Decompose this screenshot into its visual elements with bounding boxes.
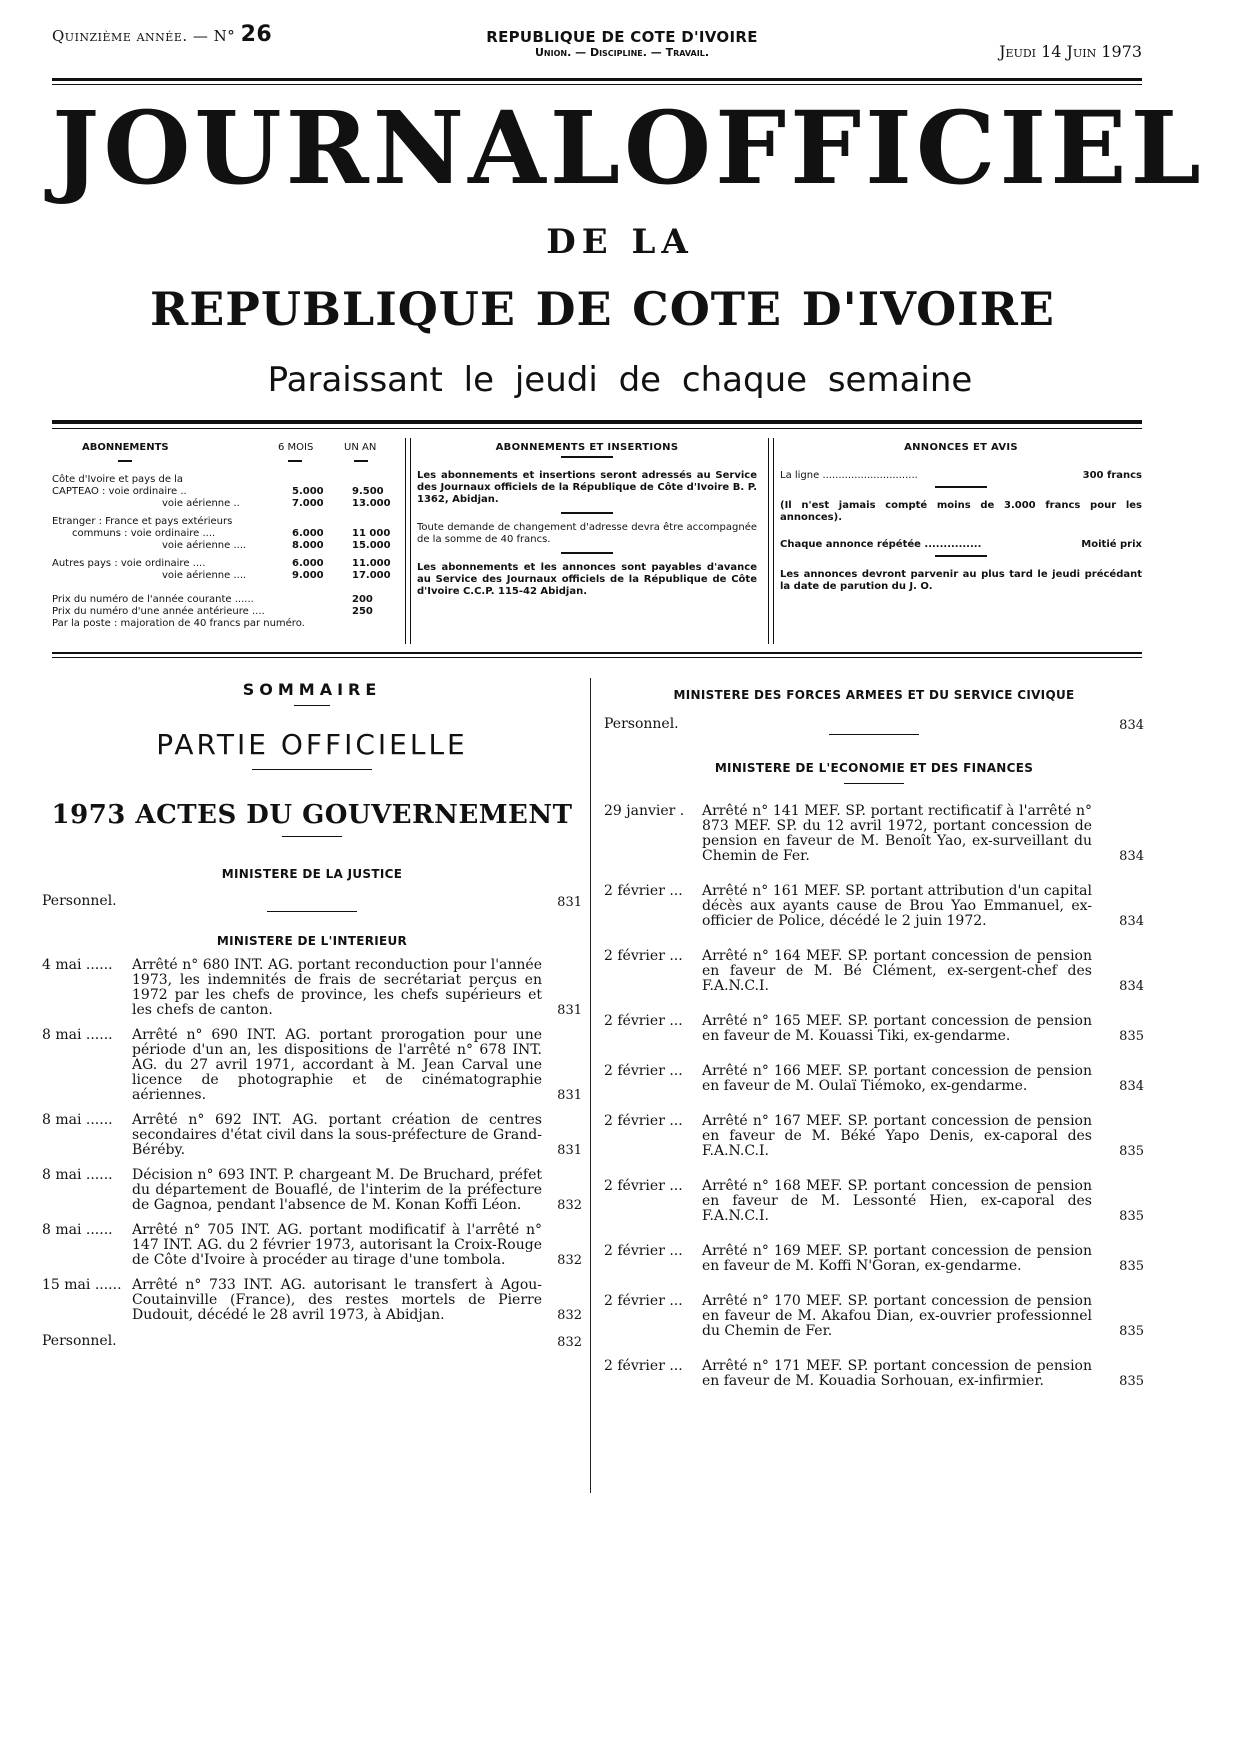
col-6mois: 6 MOIS	[278, 442, 314, 453]
top-line	[52, 18, 1142, 78]
subscription-box	[52, 438, 1142, 648]
masthead-de-la: DE LA	[546, 222, 694, 262]
insertions-title: ABONNEMENTS ET INSERTIONS	[495, 442, 679, 453]
rate-row: voie aérienne .... 8.000 15.000	[162, 540, 391, 551]
insertions-p1: Les abonnements et insertions seront adressés au Service des Journaux officiels de la République de Côte d'Ivoire B. P. 1362, Abidjan.	[417, 470, 757, 505]
actes-gouvernement: 1973 ACTES DU GOUVERNEMENT	[51, 800, 573, 830]
rate-row: voie aérienne .. 7.000 13.000	[162, 498, 391, 509]
rate-row: Autres pays : voie ordinaire .... 6.000 11.000	[52, 558, 391, 569]
abonnements-column	[52, 438, 397, 648]
economie-entry: 2 février ... Arrêté n° 167 MEF. SP. portant concession de pension en faveur de M. Béké Yapo Denis, ex-caporal des F.A.N.C.I. 835	[604, 1113, 1144, 1159]
issue-date: Jeudi 14 Juin 1973	[999, 42, 1142, 61]
short-bar	[935, 486, 987, 488]
short-bar	[252, 769, 372, 770]
annonces-column	[780, 438, 1142, 648]
ministry-justice-head: MINISTERE DE LA JUSTICE	[221, 867, 403, 881]
economie-entry: 2 février ... Arrêté n° 171 MEF. SP. portant concession de pension en faveur de M. Kouadia Sorhouan, ex-infirmier. 835	[604, 1358, 1144, 1389]
masthead-republic	[150, 282, 1055, 336]
box-rule-top	[52, 420, 1142, 424]
sommaire-right-column	[604, 680, 1144, 1389]
economie-entry: 2 février ... Arrêté n° 165 MEF. SP. portant concession de pension en faveur de M. Kouassi Tiki, ex-gendarme. 835	[604, 1013, 1144, 1044]
masthead-word-officiel: OFFICIEL	[624, 89, 1205, 207]
box-rule-top-thin	[52, 428, 1142, 429]
interieur-entry: 15 mai ...... Arrêté n° 733 INT. AG. autorisant le transfert à Agou-Coutainville (France), des restes mortels de Pierre Dudouit, décédé le 28 avril 1973, à Abidjan. 832	[42, 1277, 582, 1323]
rate-row: communs : voie ordinaire .... 6.000 11 000	[72, 528, 391, 539]
dash	[354, 460, 368, 462]
sommaire-title: SOMMAIRE	[242, 680, 382, 699]
top-rule-thin	[52, 84, 1142, 85]
interieur-entry: 8 mai ...... Arrêté n° 705 INT. AG. portant modificatif à l'arrêté n° 147 INT. AG. du 2 février 1973, autorisant la Croix-Rouge de Côte d'Ivoire à procéder au tirage d'une tombola. 832	[42, 1222, 582, 1268]
rate-row: voie aérienne .... 9.000 17.000	[162, 570, 391, 581]
ministry-economie-head: MINISTERE DE L'ECONOMIE ET DES FINANCES	[714, 761, 1034, 775]
issue-label: Quinzième année. — N°	[52, 27, 236, 45]
price-row: Prix du numéro d'une année antérieure .... 250	[52, 606, 373, 617]
country-top: REPUBLIQUE DE COTE D'IVOIRE	[486, 28, 758, 46]
rate-row: Côte d'Ivoire et pays de la	[52, 474, 184, 485]
motto: Union. — Discipline. — Travail.	[535, 46, 709, 59]
issue-info	[52, 22, 272, 47]
economie-entry: 2 février ... Arrêté n° 169 MEF. SP. portant concession de pension en faveur de M. Koffi N'Goran, ex-gendarme. 835	[604, 1243, 1144, 1274]
insertions-column	[417, 438, 757, 648]
masthead-word-journal: JOURNAL	[52, 89, 625, 207]
short-bar	[294, 705, 330, 706]
interieur-entry: 8 mai ...... Décision n° 693 INT. P. chargeant M. De Bruchard, préfet du département de Bouaflé, de l'interim de la préfecture de Gagnoa, pendant l'absence de M. Konan Koffi Léon. 832	[42, 1167, 582, 1213]
country-block	[472, 28, 772, 59]
rep-word-1: REPUBLIQUE	[150, 282, 516, 336]
economie-entry: 29 janvier . Arrêté n° 141 MEF. SP. portant rectificatif à l'arrêté n° 873 MEF. SP. du 12 avril 1972, portant concession de pension en faveur de M. Benoît Yao, ex-surveillant du Chemin de Fer. 834	[604, 803, 1144, 864]
ministry-interieur-head: MINISTERE DE L'INTERIEUR	[216, 934, 408, 948]
column-divider	[590, 678, 591, 1493]
short-bar	[844, 783, 904, 784]
economie-entry: 2 février ... Arrêté n° 161 MEF. SP. portant attribution d'un capital décès aux ayants cause de Brou Yao Emmanuel, ex-officier de Police, décédé le 2 juin 1972. 834	[604, 883, 1144, 929]
header-dashes	[52, 456, 397, 468]
sommaire-left-column	[42, 680, 582, 1351]
partie-officielle: PARTIE OFFICIELLE	[156, 728, 468, 761]
box-separator	[768, 438, 774, 644]
annonce-ligne-row: La ligne .............................. 300 francs	[780, 470, 1142, 481]
rep-word-3: COTE	[632, 282, 783, 336]
annonce-repete-row: Chaque annonce répétée ............... Moitié prix	[780, 539, 1142, 550]
short-bar	[935, 555, 987, 557]
col-an: UN AN	[344, 442, 377, 453]
abonnements-header	[52, 438, 397, 456]
forces-personnel-row: Personnel. 834	[604, 716, 1144, 733]
rep-word-2: DE	[535, 282, 613, 336]
dash	[118, 460, 132, 462]
abonnements-title: ABONNEMENTS	[82, 442, 169, 453]
short-bar	[829, 734, 919, 735]
price-row: Prix du numéro de l'année courante ...... 200	[52, 594, 373, 605]
ministry-forces-head: MINISTERE DES FORCES ARMEES ET DU SERVICE CIVIQUE	[673, 688, 1075, 702]
box-separator	[405, 438, 411, 644]
economie-entry: 2 février ... Arrêté n° 164 MEF. SP. portant concession de pension en faveur de M. Bé Clément, ex-sergent-chef des F.A.N.C.I. 834	[604, 948, 1144, 994]
box-rule-bottom	[52, 652, 1142, 654]
economie-entry: 2 février ... Arrêté n° 168 MEF. SP. portant concession de pension en faveur de M. Lessonté Hien, ex-caporal des F.A.N.C.I. 835	[604, 1178, 1144, 1224]
annonces-title: ANNONCES ET AVIS	[904, 442, 1018, 453]
masthead-title	[52, 89, 1205, 207]
interieur-personnel-row: Personnel. 832	[42, 1333, 582, 1350]
top-rule	[52, 78, 1142, 81]
short-bar	[561, 512, 613, 514]
annonces-note: (Il n'est jamais compté moins de 3.000 francs pour les annonces).	[780, 500, 1142, 523]
annonces-delai: Les annonces devront parvenir au plus tard le jeudi précédant la date de parution du J. O.	[780, 569, 1142, 592]
price-row: Par la poste : majoration de 40 francs par numéro.	[52, 618, 305, 629]
justice-personnel-row: Personnel. 831	[42, 893, 582, 910]
economie-entry: 2 février ... Arrêté n° 166 MEF. SP. portant concession de pension en faveur de M. Oulaï Tiémoko, ex-gendarme. 834	[604, 1063, 1144, 1094]
dash	[288, 460, 302, 462]
rate-row: CAPTEAO : voie ordinaire .. 5.000 9.500	[52, 486, 384, 497]
rate-row: Etranger : France et pays extérieurs	[52, 516, 233, 527]
interieur-entry: 8 mai ...... Arrêté n° 690 INT. AG. portant prorogation pour une période d'un an, les dispositions de l'arrêté n° 678 INT. AG. du 27 avril 1971, accordant à M. Jean Carval une licence de photographie et de cinématographie aériennes. 831	[42, 1027, 582, 1103]
insertions-p3: Les abonnements et les annonces sont payables d'avance au Service des Journaux officiels de la République de Côte d'Ivoire C.C.P. 115-42 Abidjan.	[417, 562, 757, 597]
short-bar	[267, 911, 357, 912]
insertions-p2: Toute demande de changement d'adresse devra être accompagnée de la somme de 40 francs.	[417, 522, 757, 545]
masthead-subtitle: Paraissant le jeudi de chaque semaine	[267, 360, 973, 400]
box-rule-bottom-thin	[52, 657, 1142, 658]
short-bar	[561, 456, 613, 458]
rep-word-4: D'IVOIRE	[801, 282, 1055, 336]
economie-entry: 2 février ... Arrêté n° 170 MEF. SP. portant concession de pension en faveur de M. Akafou Dian, ex-ouvrier professionnel du Chemin de Fer. 835	[604, 1293, 1144, 1339]
short-bar	[282, 836, 342, 837]
short-bar	[561, 552, 613, 554]
issue-number: 26	[240, 22, 273, 47]
interieur-entry: 4 mai ...... Arrêté n° 680 INT. AG. portant reconduction pour l'année 1973, les indemnités de frais de secrétariat perçus en 1972 par les chefs de province, les chefs supérieurs et les chefs de canton. 831	[42, 957, 582, 1018]
interieur-entry: 8 mai ...... Arrêté n° 692 INT. AG. portant création de centres secondaires d'état civil dans la sous-préfecture de Grand-Béréby. 831	[42, 1112, 582, 1158]
